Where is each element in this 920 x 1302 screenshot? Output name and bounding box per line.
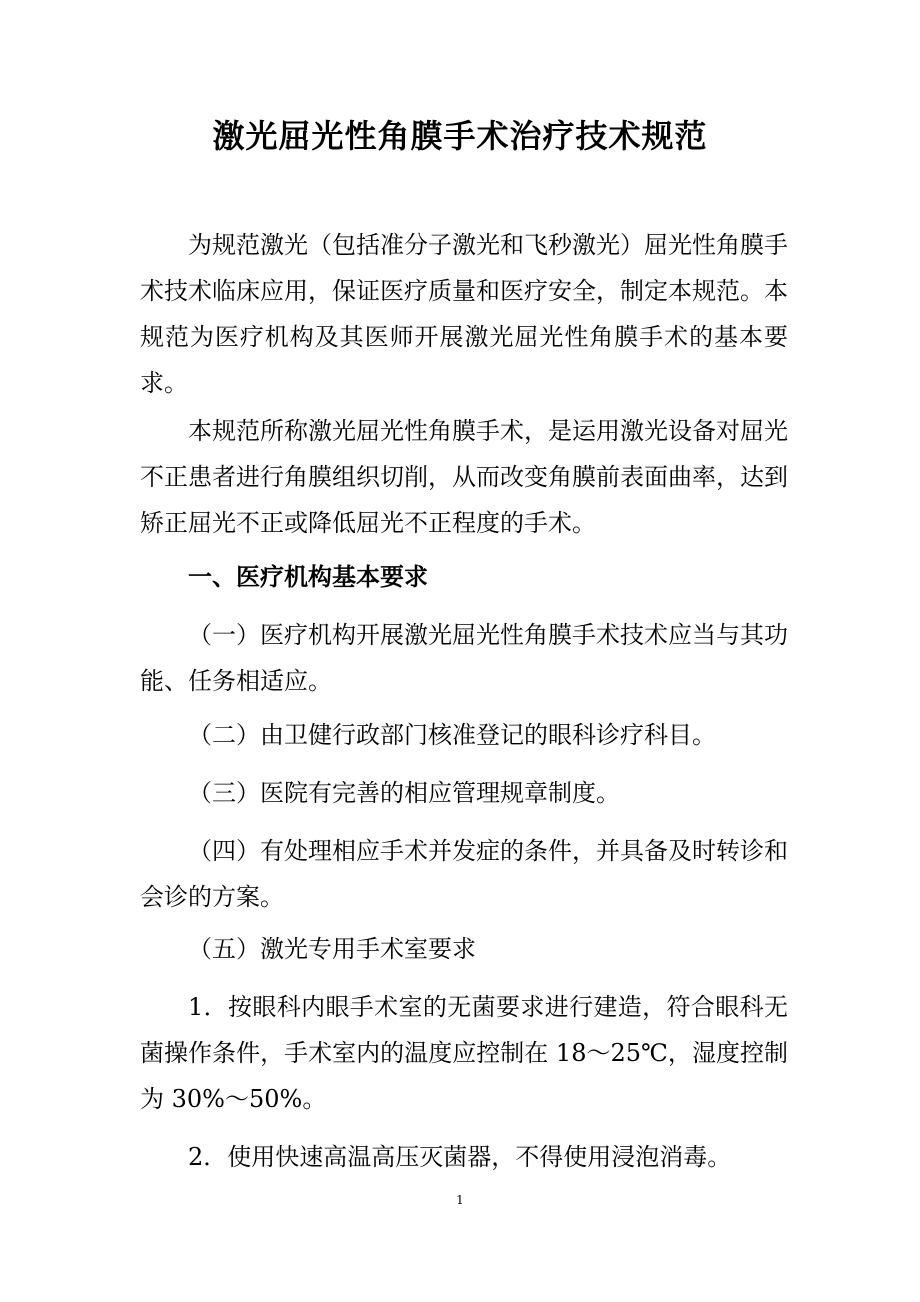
document-title: 激光屈光性角膜手术治疗技术规范 — [212, 117, 708, 155]
intro-paragraph: 为规范激光（包括准分子激光和飞秒激光）屈光性角膜手术技术临床应用，保证医疗质量和医疗安全，制定本规范。本规范为医疗机构及其医师开展激光屈光性角膜手术的基本要求。 — [140, 231, 788, 397]
section-heading: 一、医疗机构基本要求 — [188, 563, 428, 591]
sub-item: 2．使用快速高温高压灭菌器，不得使用浸泡消毒。 — [188, 1143, 732, 1171]
page-number: 1 — [456, 1193, 464, 1207]
list-item: （五）激光专用手术室要求 — [188, 935, 476, 963]
list-item: （三）医院有完善的相应管理规章制度。 — [188, 779, 620, 807]
sub-item: 1．按眼科内眼手术室的无菌要求进行建造，符合眼科无菌操作条件，手术室内的温度应控制在 18～25℃，湿度控制为 30%～50%。 — [140, 993, 788, 1113]
list-item: （四）有处理相应手术并发症的条件，并具备及时转诊和会诊的方案。 — [140, 837, 788, 911]
list-item: （二）由卫健行政部门核准登记的眼科诊疗科目。 — [188, 721, 716, 749]
definition-paragraph: 本规范所称激光屈光性角膜手术，是运用激光设备对屈光不正患者进行角膜组织切削，从而改变角膜前表面曲率，达到矫正屈光不正或降低屈光不正程度的手术。 — [140, 417, 788, 537]
list-item: （一）医疗机构开展激光屈光性角膜手术技术应当与其功能、任务相适应。 — [140, 621, 788, 695]
